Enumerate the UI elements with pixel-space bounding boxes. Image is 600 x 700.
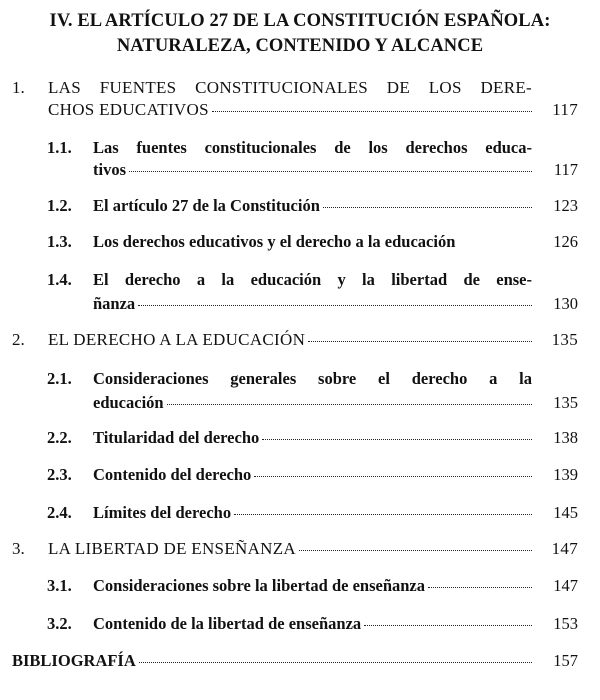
toc-page-number: 135 (551, 330, 578, 349)
toc-entry-2-4 (47, 502, 578, 526)
toc-entry-title: Contenido de la libertad de enseñanza (93, 614, 362, 633)
toc-page-number: 117 (552, 100, 578, 119)
toc-entry-2-3 (47, 464, 578, 488)
toc-page-number: 126 (553, 232, 578, 251)
dot-leader (299, 549, 532, 551)
toc-entry-number: 2. (12, 330, 25, 349)
dot-leader (129, 170, 532, 172)
toc-entry-title: EL DERECHO A LA EDUCACIÓN (48, 330, 306, 349)
toc-entry-number: 2.4. (47, 503, 72, 522)
dot-leader (428, 586, 532, 588)
dot-leader (262, 438, 532, 440)
chapter-heading-line-2: NATURALEZA, CONTENIDO Y ALCANCE (116, 36, 484, 56)
toc-page-number: 130 (553, 294, 578, 313)
toc-entry-title-line-1: Consideraciones generales sobre el derecho a la (93, 369, 532, 388)
toc-page-number: 145 (553, 503, 578, 522)
toc-entry-2-2 (47, 427, 578, 451)
toc-entry-title: Contenido del derecho (93, 465, 252, 484)
toc-entry-number: 3. (12, 539, 25, 558)
dot-leader (364, 624, 532, 626)
toc-entry-1 (12, 74, 578, 124)
toc-entry-title-line-1: LAS FUENTES CONSTITUCIONALES DE LOS DERE- (48, 78, 532, 97)
dot-leader (323, 206, 532, 208)
toc-entry-number: 1.3. (47, 232, 72, 251)
toc-entry-number: 2.1. (47, 369, 72, 388)
toc-entry-1-1 (47, 134, 578, 184)
toc-entry-2 (12, 329, 578, 353)
toc-entry-title: Consideraciones sobre la libertad de enseñanza (93, 576, 425, 595)
toc-entry-title: BIBLIOGRAFÍA (12, 651, 136, 670)
toc-entry-bibliografia (12, 650, 578, 674)
toc-entry-title: LA LIBERTAD DE ENSEÑANZA (48, 539, 296, 558)
toc-entry-1-3 (47, 231, 578, 255)
dot-leader (139, 661, 532, 663)
toc-entry-1-2 (47, 195, 578, 219)
toc-page-number: 147 (553, 576, 578, 595)
toc-entry-number: 1.2. (47, 196, 72, 215)
toc-entry-title: Titularidad del derecho (93, 428, 260, 447)
toc-entry-title: CHOS EDUCATIVOS (48, 100, 209, 119)
toc-entry-title-line-1: El derecho a la educación y la libertad de ense- (93, 270, 532, 289)
dot-leader (138, 304, 532, 306)
dot-leader (254, 475, 532, 477)
toc-entry-3-1 (47, 575, 578, 599)
chapter-heading-line-1: IV. EL ARTÍCULO 27 DE LA CONSTITUCIÓN ESPAÑOLA: (49, 11, 551, 31)
toc-page-number: 147 (551, 539, 578, 558)
toc-entry-number: 3.1. (47, 576, 72, 595)
toc-page-number: 139 (553, 465, 578, 484)
toc-entry-1-4 (47, 266, 578, 316)
toc-entry-title-line-1: Las fuentes constitucionales de los derechos educa- (93, 138, 532, 157)
toc-entry-2-1 (47, 365, 578, 415)
toc-entry-title: El artículo 27 de la Constitución (93, 196, 320, 215)
dot-leader (308, 340, 532, 342)
toc-entry-number: 1.4. (47, 270, 72, 289)
toc-entry-number: 2.3. (47, 465, 72, 484)
toc-entry-3 (12, 538, 578, 562)
toc-page-number: 138 (553, 428, 578, 447)
toc-entry-number: 3.2. (47, 614, 72, 633)
toc-entry-number: 1. (12, 78, 25, 97)
toc-entry-title: educación (93, 393, 164, 412)
toc-page-number: 157 (553, 651, 578, 670)
toc-entry-number: 2.2. (47, 428, 72, 447)
toc-page-number: 117 (553, 160, 578, 179)
dot-leader (234, 513, 532, 515)
toc-entry-title: tivos (93, 160, 126, 179)
toc-page-number: 123 (553, 196, 578, 215)
toc-entry-title: Límites del derecho (93, 503, 232, 522)
dot-leader (212, 110, 532, 112)
toc-entry-number: 1.1. (47, 138, 72, 157)
toc-page-number: 135 (553, 393, 578, 412)
dot-leader (167, 403, 532, 405)
toc-entry-title: ñanza (93, 294, 136, 313)
toc-entry-3-2 (47, 613, 578, 637)
toc-page-number: 153 (553, 614, 578, 633)
toc-entry-title: Los derechos educativos y el derecho a la educación (93, 232, 456, 251)
